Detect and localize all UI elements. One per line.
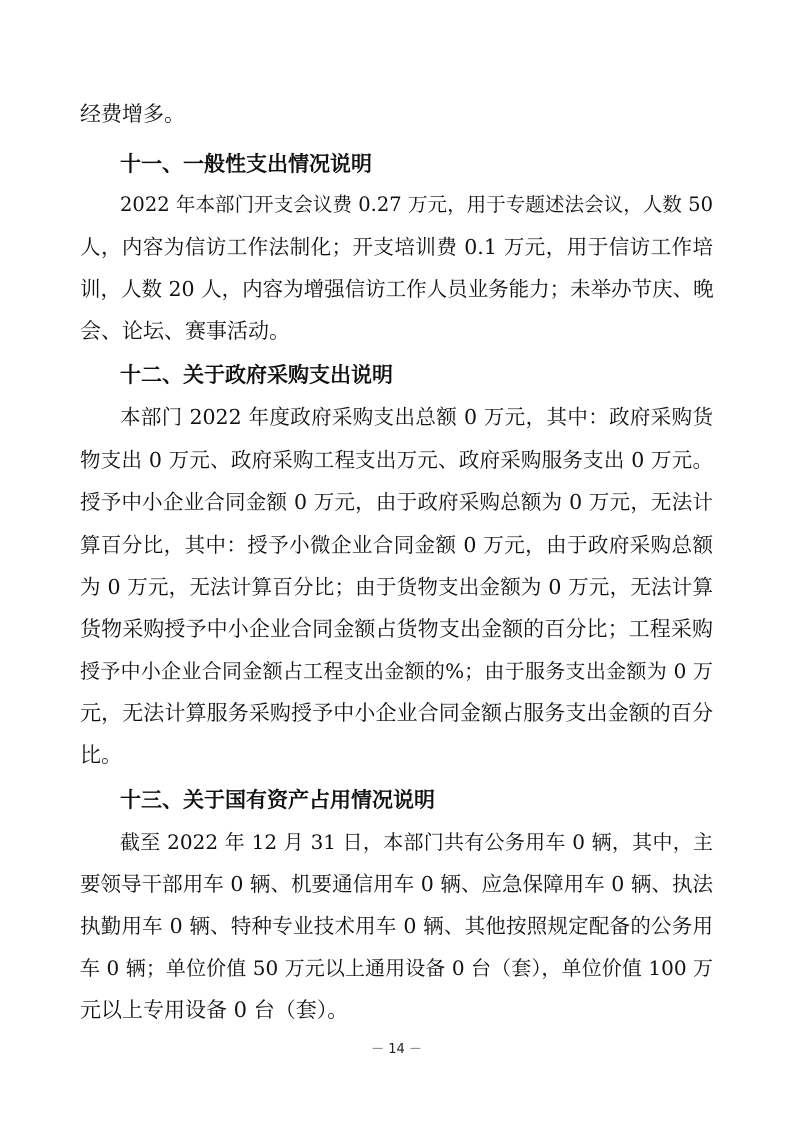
page-number: － 14 － [371, 1042, 422, 1057]
paragraph-line: 车 0 辆；单位价值 50 万元以上通用设备 0 台（套），单位价值 100 万 [80, 956, 713, 980]
paragraph-line: 要领导干部用车 0 辆、机要通信用车 0 辆、应急保障用车 0 辆、执法 [80, 872, 713, 896]
paragraph-line: 授予中小企业合同金额 0 万元，由于政府采购总额为 0 万元，无法计 [80, 490, 713, 514]
paragraph-line: 本部门 2022 年度政府采购支出总额 0 万元，其中：政府采购货 [120, 405, 713, 429]
paragraph-line: 比。 [80, 743, 122, 767]
paragraph-line: 会、论坛、赛事活动。 [80, 319, 290, 343]
paragraph-line: 训，人数 20 人，内容为增强信访工作人员业务能力；未举办节庆、晚 [80, 277, 714, 301]
paragraph-line: 物支出 0 万元、政府采购工程支出万元、政府采购服务支出 0 万元。 [80, 448, 713, 472]
paragraph-line: 为 0 万元，无法计算百分比；由于货物支出金额为 0 万元，无法计算 [80, 575, 713, 599]
paragraph-line: 截至 2022 年 12 月 31 日，本部门共有公务用车 0 辆，其中，主 [120, 830, 713, 854]
section-heading-13: 十三、关于国有资产占用情况说明 [120, 788, 435, 812]
paragraph-line: 元以上专用设备 0 台（套）。 [80, 998, 349, 1022]
paragraph-line: 人，内容为信访工作法制化；开支培训费 0.1 万元，用于信访工作培 [80, 235, 713, 259]
section-heading-12: 十二、关于政府采购支出说明 [120, 363, 393, 387]
paragraph-line: 算百分比，其中：授予小微企业合同金额 0 万元，由于政府采购总额 [80, 533, 713, 557]
section-heading-11: 十一、一般性支出情况说明 [120, 152, 372, 176]
paragraph-line: 执勤用车 0 辆、特种专业技术用车 0 辆、其他按照规定配备的公务用 [80, 914, 713, 938]
paragraph-line: 2022 年本部门开支会议费 0.27 万元，用于专题述法会议，人数 50 [120, 193, 713, 216]
paragraph-line: 授予中小企业合同金额占工程支出金额的%；由于服务支出金额为 0 万 [80, 659, 713, 683]
paragraph-line: 元，无法计算服务采购授予中小企业合同金额占服务支出金额的百分 [80, 701, 713, 725]
paragraph-line: 货物采购授予中小企业合同金额占货物支出金额的百分比；工程采购 [80, 617, 713, 641]
paragraph-continuation: 经费增多。 [80, 102, 185, 126]
